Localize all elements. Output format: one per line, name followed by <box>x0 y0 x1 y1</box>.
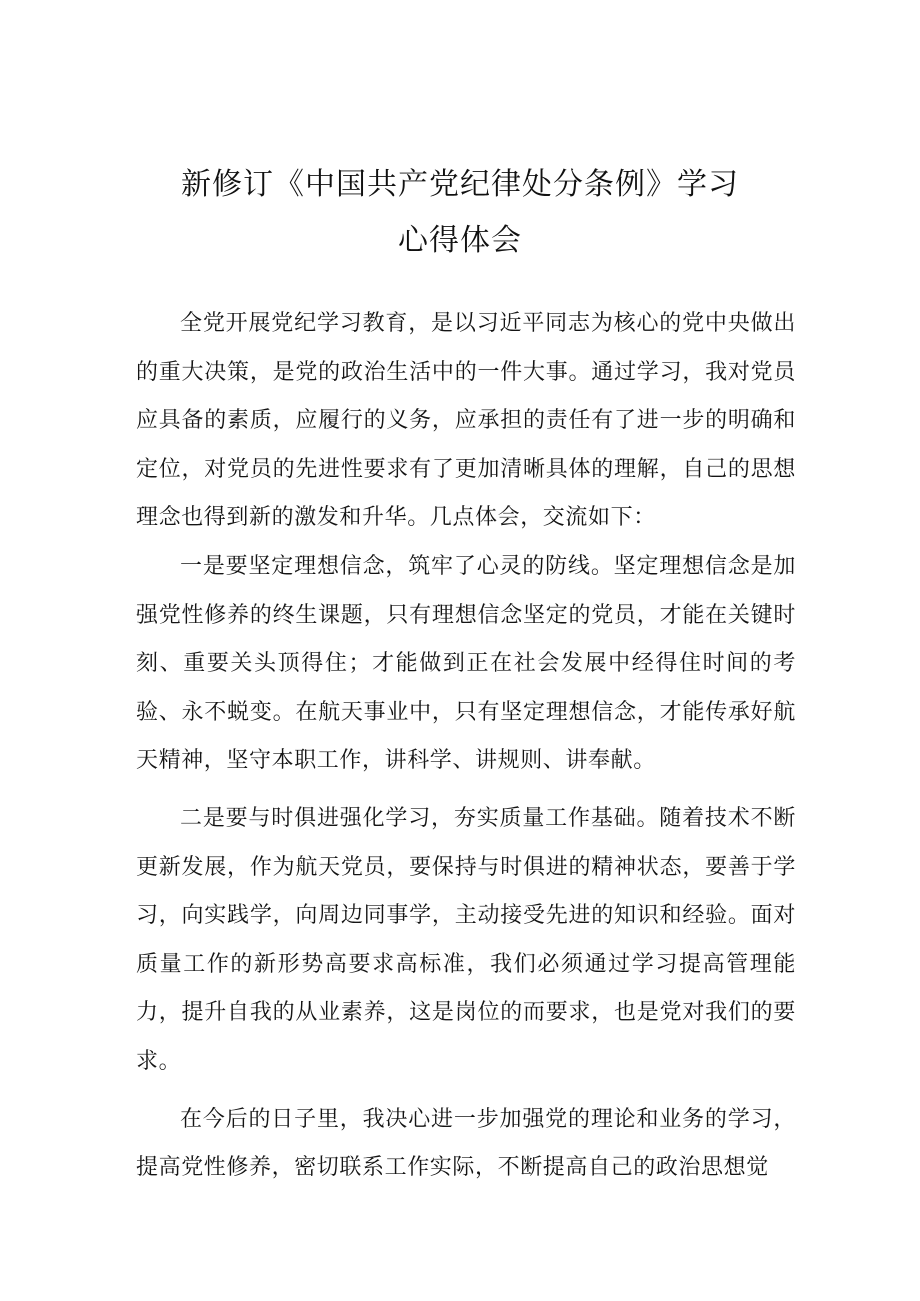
document-title <box>120 157 800 269</box>
paragraph-conclusion: 在今后的日子里，我决心进一步加强党的理论和业务的学习，提高党性修养，密切联系工作实际，不断提高自己的政治思想觉 <box>136 1106 796 1181</box>
paragraph-intro: 全党开展党纪学习教育，是以习近平同志为核心的党中央做出的重大决策，是党的政治生活中的一件大事。通过学习，我对党员应具备的素质，应履行的义务，应承担的责任有了进一步的明确和定位，对党员的先进性要求有了更加清晰具体的理解，自己的思想理念也得到新的激发和升华。几点体会，交流如下： <box>136 311 796 531</box>
title-line-1: 新修订《中国共产党纪律处分条例》学习 <box>181 167 739 202</box>
title-line-2: 心得体会 <box>398 223 522 258</box>
document-body <box>136 300 796 1193</box>
paragraph-point-2: 二是要与时俱进强化学习，夯实质量工作基础。随着技术不断更新发展，作为航天党员，要保持与时俱进的精神状态，要善于学习，向实践学，向周边同事学，主动接受先进的知识和经验。面对质量工作的新形势高要求高标准，我们必须通过学习提高管理能力，提升自我的从业素养，这是岗位的而要求，也是党对我们的要求。 <box>136 805 796 1074</box>
paragraph-point-1: 一是要坚定理想信念，筑牢了心灵的防线。坚定理想信念是加强党性修养的终生课题，只有理想信念坚定的党员，才能在关键时刻、重要关头顶得住；才能做到正在社会发展中经得住时间的考验、永不蜕变。在航天事业中，只有坚定理想信念，才能传承好航天精神，坚守本职工作，讲科学、讲规则、讲奉献。 <box>136 553 796 774</box>
